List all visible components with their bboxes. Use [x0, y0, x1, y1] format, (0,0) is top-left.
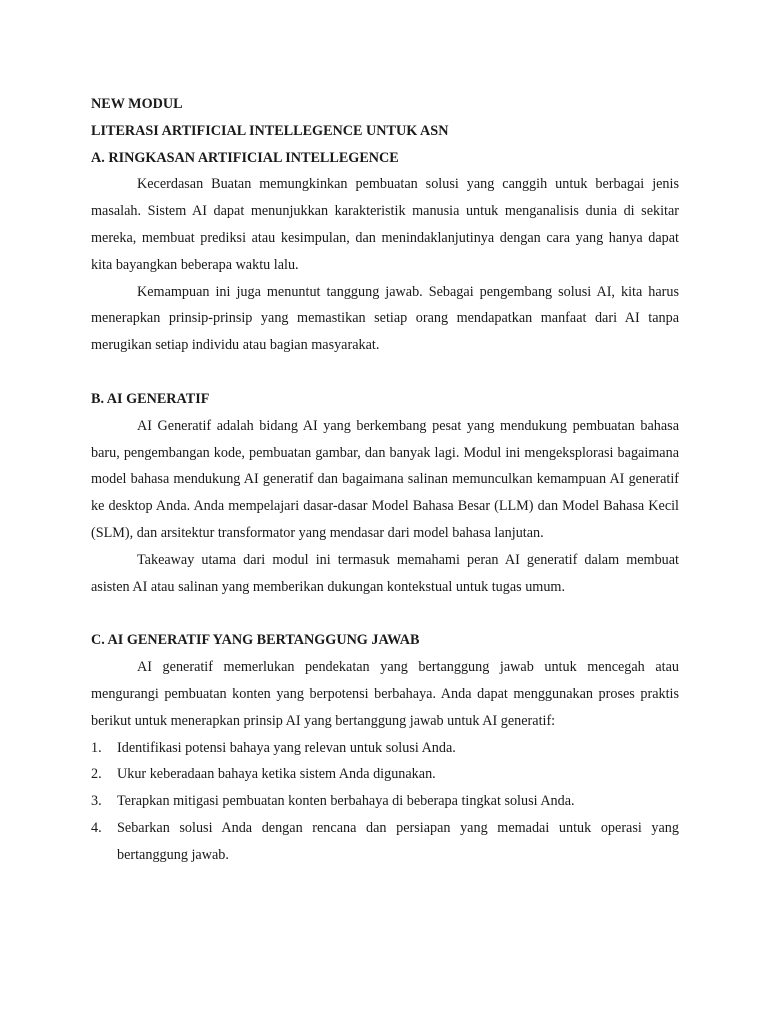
section-a-paragraph-1: Kecerdasan Buatan memungkinkan pembuatan solusi yang canggih untuk berbagai jenis masalah. Sistem AI dapat menunjukkan karakteristik manusia untuk menganalisis dunia di sekitar mereka, membuat prediksi atau kesimpulan, dan menindaklanjutinya dengan cara yang hanya dapat kita bayangkan beberapa waktu lalu. — [91, 176, 679, 273]
list-item-number: 1. — [91, 739, 102, 756]
list-item — [91, 788, 679, 815]
module-label: NEW MODUL — [91, 96, 183, 112]
section-b-paragraph-2: Takeaway utama dari modul ini termasuk memahami peran AI generatif dalam membuat asisten AI atau salinan yang memberikan dukungan kontekstual untuk tugas umum. — [91, 551, 679, 595]
document-body — [91, 91, 679, 869]
section-spacer — [91, 600, 679, 627]
list-item-text: Terapkan mitigasi pembuatan konten berbahaya di beberapa tingkat solusi Anda. — [117, 793, 575, 810]
section-c-title: C. AI GENERATIF YANG BERTANGGUNG JAWAB — [91, 632, 420, 649]
section-a-title: A. RINGKASAN ARTIFICIAL INTELLEGENCE — [91, 149, 399, 166]
section-b-title: B. AI GENERATIF — [91, 390, 210, 407]
module-title: LITERASI ARTIFICIAL INTELLEGENCE UNTUK ASN — [91, 122, 449, 139]
section-c-paragraph-1: AI generatif memerlukan pendekatan yang bertanggung jawab untuk mencegah atau mengurangi pembuatan konten yang berpotensi berbahaya. Anda dapat menggunakan proses praktis berikut untuk menerapkan prinsip AI yang bertanggung jawab untuk AI generatif: — [91, 659, 679, 729]
responsible-ai-steps-list — [91, 735, 679, 869]
list-item-text: Ukur keberadaan bahaya ketika sistem Anda digunakan. — [117, 766, 436, 783]
list-item-text: Sebarkan solusi Anda dengan rencana dan persiapan yang memadai untuk operasi yang bertanggung jawab. — [117, 819, 679, 863]
section-a-paragraph-2: Kemampuan ini juga menuntut tanggung jawab. Sebagai pengembang solusi AI, kita harus menerapkan prinsip-prinsip yang memastikan setiap orang mendapatkan manfaat dari AI tanpa merugikan setiap individu atau bagian masyarakat. — [91, 283, 679, 354]
list-item — [91, 735, 679, 762]
list-item-number: 4. — [91, 819, 102, 836]
list-item — [91, 761, 679, 788]
list-item — [91, 815, 679, 869]
list-item-number: 2. — [91, 766, 102, 783]
list-item-text: Identifikasi potensi bahaya yang relevan untuk solusi Anda. — [117, 739, 456, 756]
list-item-number: 3. — [91, 793, 102, 810]
section-b-paragraph-1: AI Generatif adalah bidang AI yang berkembang pesat yang mendukung pembuatan bahasa baru, pengembangan kode, pembuatan gambar, dan banyak lagi. Modul ini mengeksplorasi bagaimana model bahasa mendukung AI generatif dan bagaimana salinan memunculkan kemampuan AI generatif ke desktop Anda. Anda mempelajari dasar-dasar Model Bahasa Besar (LLM) dan Model Bahasa Kecil (SLM), dan arsitektur transformator yang mendasar dari model bahasa lanjutan. — [91, 417, 679, 541]
section-spacer — [91, 359, 679, 386]
